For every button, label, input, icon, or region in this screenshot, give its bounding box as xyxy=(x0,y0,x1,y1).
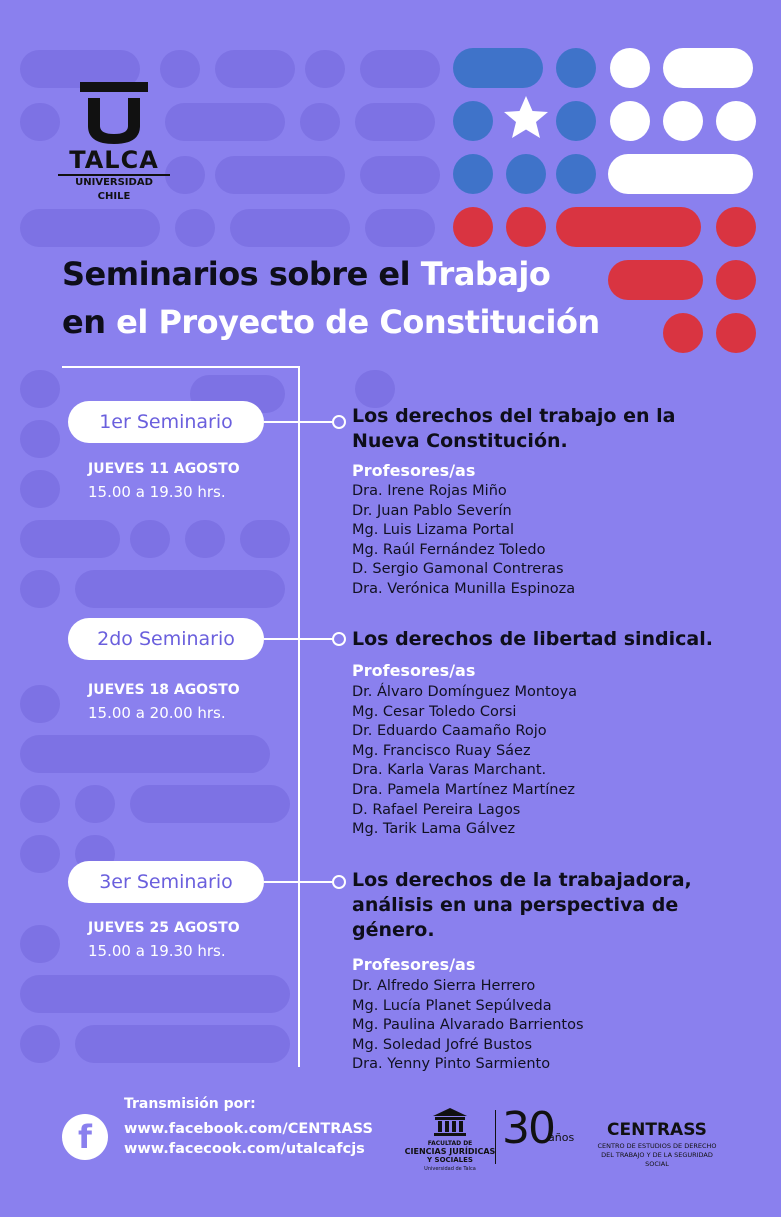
centrass-line2: DEL TRABAJO Y DE LA SEGURIDAD SOCIAL xyxy=(601,1151,713,1168)
seminar-title: Los derechos de la trabajadora, análisis en una perspectiva de género. xyxy=(352,869,692,941)
faculty-line4: Universidad de Talca xyxy=(424,1166,476,1172)
list-item: Dra. Pamela Martínez Martínez xyxy=(352,781,575,798)
list-item: Dr. Álvaro Domínguez Montoya xyxy=(352,684,578,700)
page-title-line2 xyxy=(62,303,600,341)
title-highlight: Trabajo xyxy=(420,255,551,293)
list-item: Mg. Raúl Fernández Toledo xyxy=(352,541,546,558)
logo-mark xyxy=(80,82,148,146)
list-item: Mg. Cesar Toledo Corsi xyxy=(352,703,517,720)
page-title-line1 xyxy=(62,255,550,293)
faculty-line3: Y SOCIALES xyxy=(427,1156,473,1164)
connector xyxy=(264,881,334,883)
title-highlight: el Proyecto de Constitución xyxy=(116,303,600,341)
list-item: Dr. Eduardo Caamaño Rojo xyxy=(352,723,547,740)
logo-name: TALCA xyxy=(69,146,159,174)
anniversary-word: años xyxy=(548,1131,575,1144)
faculty-line2: CIENCIAS JURÍDICAS xyxy=(404,1147,496,1156)
list-item: Dra. Karla Varas Marchant. xyxy=(352,762,547,779)
faculty-line1: FACULTAD DE xyxy=(427,1140,473,1147)
seminar-title: Los derechos de libertad sindical. xyxy=(352,628,713,650)
facebook-link-centrass[interactable]: www.facebook.com/CENTRASS xyxy=(124,1121,373,1137)
seminar-date: JUEVES 25 AGOSTO xyxy=(88,920,240,936)
list-item: Mg. Soledad Jofré Bustos xyxy=(352,1036,533,1053)
connector xyxy=(264,421,334,423)
title-part: Seminarios sobre el xyxy=(62,255,421,293)
title-part: en xyxy=(62,303,117,341)
seminar-time: 15.00 a 19.30 hrs. xyxy=(88,483,226,501)
list-item: Dra. Irene Rojas Miño xyxy=(352,483,507,499)
facebook-link-utalcafcjs[interactable]: www.facecook.com/utalcafcjs xyxy=(124,1141,365,1157)
star-icon xyxy=(498,90,554,146)
seminar-time: 15.00 a 20.00 hrs. xyxy=(88,704,226,722)
centrass-name: CENTRASS xyxy=(607,1120,707,1140)
list-item: Mg. Lucía Planet Sepúlveda xyxy=(352,997,552,1014)
seminar-time: 15.00 a 19.30 hrs. xyxy=(88,942,226,960)
timeline-node xyxy=(332,632,346,646)
list-item: D. Rafael Pereira Lagos xyxy=(352,801,521,818)
seminar-badge: 1er Seminario xyxy=(68,401,264,443)
list-item: Mg. Luis Lizama Portal xyxy=(352,522,515,539)
timeline-node xyxy=(332,415,346,429)
seminar-date: JUEVES 11 AGOSTO xyxy=(88,461,240,477)
professors-header: Profesores/as xyxy=(352,461,476,480)
timeline xyxy=(298,367,300,1067)
list-item: Dra. Yenny Pinto Sarmiento xyxy=(352,1056,551,1073)
seminar-date: JUEVES 18 AGOSTO xyxy=(88,682,240,698)
timeline-top xyxy=(62,366,300,368)
list-item: Mg. Tarik Lama Gálvez xyxy=(352,821,516,838)
list-item: Dr. Juan Pablo Severín xyxy=(352,502,512,519)
transmission-label: Transmisión por: xyxy=(124,1096,256,1112)
centrass-line1: CENTRO DE ESTUDIOS DE DERECHO xyxy=(597,1142,717,1150)
seminar-badge: 3er Seminario xyxy=(68,861,264,903)
logo-line3: CHILE xyxy=(97,191,131,202)
list-item: Dra. Verónica Munilla Espinoza xyxy=(352,580,576,597)
divider xyxy=(495,1110,496,1164)
list-item: Mg. Paulina Alvarado Barrientos xyxy=(352,1017,584,1034)
list-item: Dr. Alfredo Sierra Herrero xyxy=(352,978,536,994)
list-item: D. Sergio Gamonal Contreras xyxy=(352,561,564,578)
professor-list xyxy=(352,977,584,1075)
anniversary-number: 30 xyxy=(502,1103,554,1154)
professors-header: Profesores/as xyxy=(352,661,476,680)
timeline-node xyxy=(332,875,346,889)
list-item: Mg. Francisco Ruay Sáez xyxy=(352,742,531,759)
seminar-title: Los derechos del trabajo en la Nueva Constitución. xyxy=(352,405,676,452)
building-icon xyxy=(432,1107,468,1137)
logo-line2: UNIVERSIDAD xyxy=(58,174,170,188)
professor-list xyxy=(352,482,575,600)
seminar-badge: 2do Seminario xyxy=(68,618,264,660)
facebook-icon[interactable]: f xyxy=(62,1114,108,1160)
professor-list xyxy=(352,683,577,840)
professors-header: Profesores/as xyxy=(352,955,476,974)
connector xyxy=(264,638,334,640)
